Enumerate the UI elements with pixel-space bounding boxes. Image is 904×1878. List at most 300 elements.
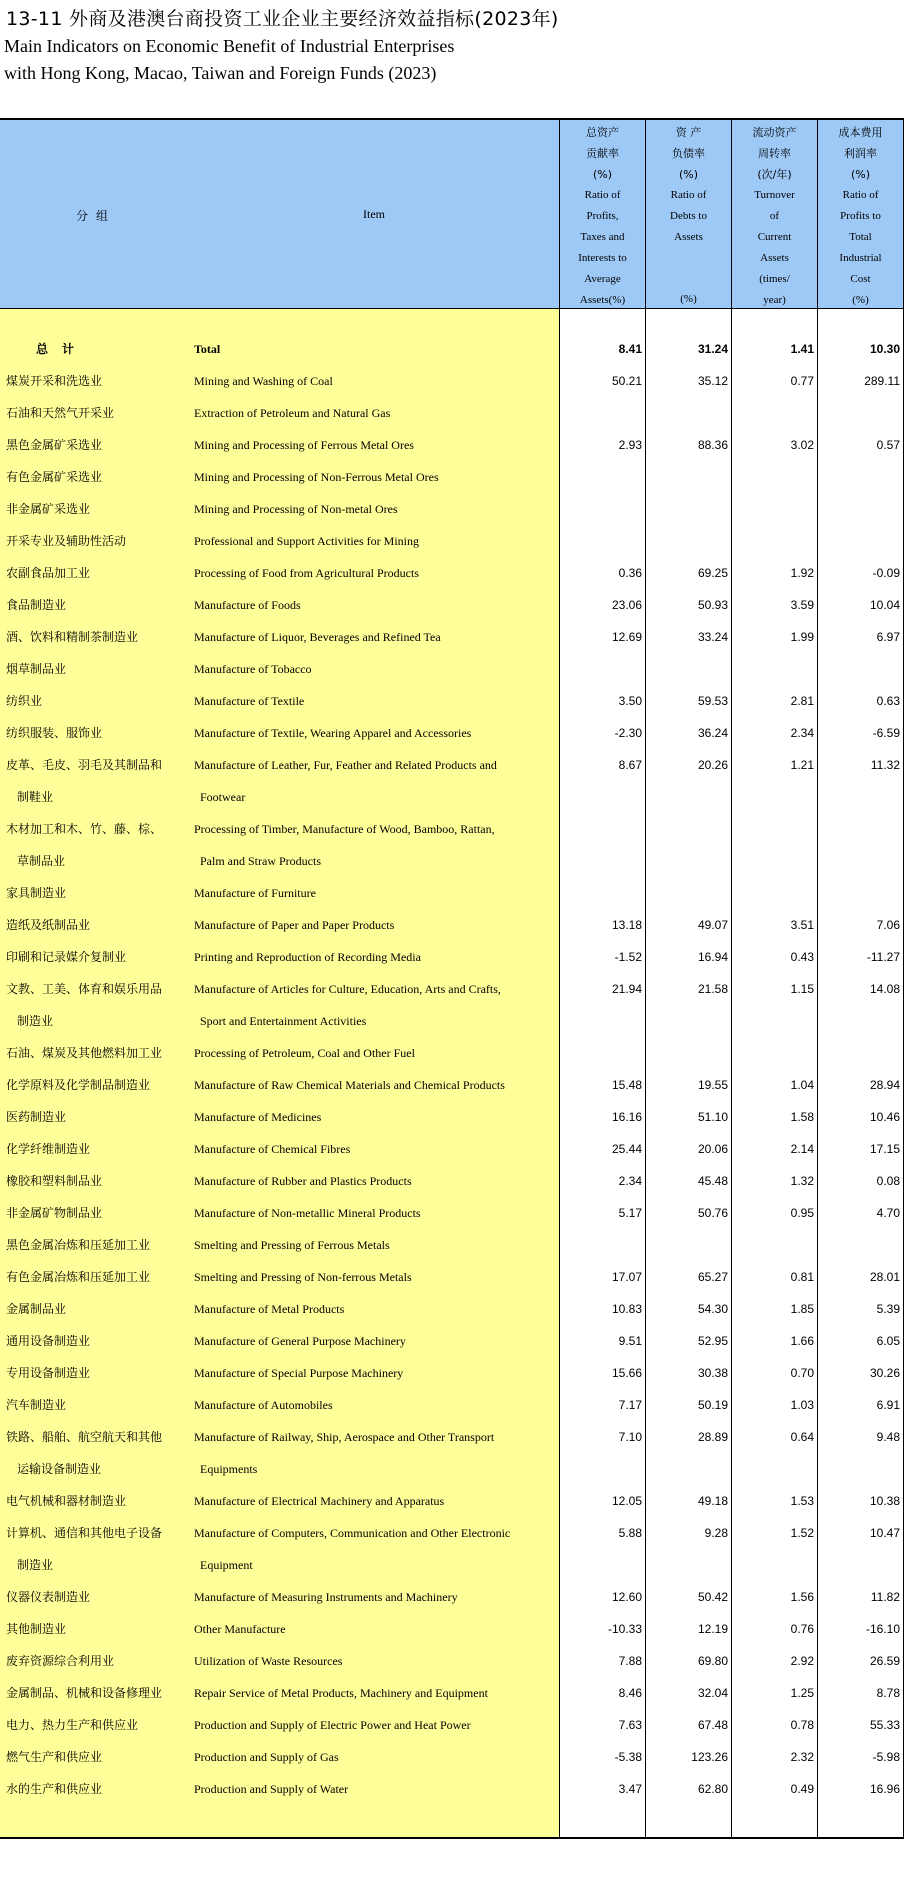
page-title-english-line1: Main Indicators on Economic Benefit of Industrial Enterprises xyxy=(4,36,455,56)
table-row xyxy=(0,1709,904,1741)
value-current-asset-turnover: 1.03 xyxy=(790,1398,814,1412)
value-current-asset-turnover: 0.95 xyxy=(790,1206,814,1220)
value-asset-contribution: 10.83 xyxy=(611,1302,642,1316)
header-column-1-line: 总资产 xyxy=(586,126,619,139)
header-column-4-line: Cost xyxy=(850,273,871,285)
table-row xyxy=(0,1389,904,1421)
header-group-cell xyxy=(0,120,188,308)
value-debt-ratio: 59.53 xyxy=(697,694,728,708)
row-item-label: Production and Supply of Electric Power and Heat Power xyxy=(194,1718,471,1732)
column-divider-2 xyxy=(731,120,732,1837)
row-item-label: Manufacture of Leather, Fur, Feather and Related Products and xyxy=(194,758,497,772)
value-asset-contribution: 7.63 xyxy=(618,1718,642,1732)
column-divider-item-values xyxy=(559,120,560,1837)
row-item-label: Mining and Processing of Non-metal Ores xyxy=(194,502,398,516)
value-cost-profit-ratio: 11.82 xyxy=(870,1590,900,1604)
table-row xyxy=(0,493,904,525)
table-row xyxy=(0,1197,904,1229)
table-row xyxy=(0,1357,904,1389)
table-bottom-rule xyxy=(0,1837,904,1839)
row-group-label: 电气机械和器材制造业 xyxy=(6,1494,127,1508)
row-item-label-continued: Footwear xyxy=(200,790,246,804)
value-cost-profit-ratio: 10.47 xyxy=(869,1526,900,1540)
value-debt-ratio: 50.42 xyxy=(697,1590,728,1604)
header-column-4-line: 利润率 xyxy=(844,147,877,160)
value-cost-profit-ratio: 4.70 xyxy=(876,1206,900,1220)
header-column-1 xyxy=(560,120,645,310)
table-row xyxy=(0,1101,904,1133)
row-group-label: 文教、工美、体育和娱乐用品 xyxy=(6,982,163,996)
value-current-asset-turnover: 1.21 xyxy=(790,758,814,772)
row-item-label: Manufacture of Articles for Culture, Education, Arts and Crafts, xyxy=(194,982,501,996)
row-group-label: 印刷和记录媒介复制业 xyxy=(6,950,127,964)
value-cost-profit-ratio: 10.46 xyxy=(869,1110,900,1124)
row-group-label: 燃气生产和供应业 xyxy=(6,1750,103,1764)
value-asset-contribution: 7.17 xyxy=(618,1398,642,1412)
value-current-asset-turnover: 3.02 xyxy=(790,438,814,452)
row-group-label: 皮革、毛皮、羽毛及其制品和 xyxy=(6,758,163,772)
value-asset-contribution: 50.21 xyxy=(611,374,642,388)
row-group-label: 专用设备制造业 xyxy=(6,1366,91,1380)
value-current-asset-turnover: 2.34 xyxy=(790,726,814,740)
header-column-2-line: Assets xyxy=(674,231,703,243)
row-group-label: 总计 xyxy=(36,342,89,356)
header-column-1-line: Average xyxy=(584,273,621,285)
row-group-label: 家具制造业 xyxy=(6,886,67,900)
value-debt-ratio: 20.26 xyxy=(697,758,728,772)
value-asset-contribution: 8.41 xyxy=(618,342,642,356)
row-group-label: 酒、饮料和精制茶制造业 xyxy=(6,630,139,644)
value-debt-ratio: 49.07 xyxy=(697,918,728,932)
table-row xyxy=(0,717,904,749)
value-asset-contribution: 9.51 xyxy=(618,1334,642,1348)
row-item-label: Manufacture of Measuring Instruments and Machinery xyxy=(194,1590,458,1604)
value-cost-profit-ratio: -11.27 xyxy=(866,950,900,964)
value-debt-ratio: 69.80 xyxy=(697,1654,728,1668)
value-debt-ratio: 16.94 xyxy=(697,950,728,964)
row-group-label: 食品制造业 xyxy=(6,598,67,612)
row-group-label: 铁路、船舶、航空航天和其他 xyxy=(6,1430,163,1444)
value-asset-contribution: 0.36 xyxy=(618,566,642,580)
row-group-label: 化学原料及化学制品制造业 xyxy=(6,1078,151,1092)
indicators-table xyxy=(0,118,904,1839)
value-cost-profit-ratio: 28.01 xyxy=(869,1270,900,1284)
value-asset-contribution: 21.94 xyxy=(611,982,642,996)
row-item-label: Mining and Washing of Coal xyxy=(194,374,333,388)
header-item-label: Item xyxy=(363,207,385,221)
value-cost-profit-ratio: 17.15 xyxy=(869,1142,900,1156)
row-group-label: 汽车制造业 xyxy=(6,1398,67,1412)
table-row-total xyxy=(0,333,904,365)
header-column-3-line: Assets xyxy=(760,252,789,264)
value-debt-ratio: 35.12 xyxy=(697,374,728,388)
value-current-asset-turnover: 3.59 xyxy=(790,598,814,612)
value-cost-profit-ratio: -6.59 xyxy=(872,726,900,740)
table-row xyxy=(0,1133,904,1165)
row-group-label: 废弃资源综合利用业 xyxy=(6,1654,115,1668)
table-row xyxy=(0,685,904,717)
table-row xyxy=(0,365,904,397)
row-item-label: Other Manufacture xyxy=(194,1622,286,1636)
header-column-4-line: Profits to xyxy=(840,210,881,222)
header-column-1-line: Ratio of xyxy=(584,189,621,201)
row-item-label: Repair Service of Metal Products, Machinery and Equipment xyxy=(194,1686,488,1700)
value-debt-ratio: 32.04 xyxy=(697,1686,728,1700)
header-column-2-line: Ratio of xyxy=(670,189,707,201)
value-asset-contribution: 12.69 xyxy=(611,630,642,644)
table-row xyxy=(0,941,904,973)
value-cost-profit-ratio: 6.97 xyxy=(876,630,900,644)
table-row xyxy=(0,589,904,621)
value-debt-ratio: 9.28 xyxy=(704,1526,728,1540)
table-row xyxy=(0,557,904,589)
row-item-label: Manufacture of Textile xyxy=(194,694,305,708)
header-column-1-line: (%) xyxy=(592,168,613,181)
value-cost-profit-ratio: 10.04 xyxy=(869,598,900,612)
row-group-label: 仪器仪表制造业 xyxy=(6,1590,91,1604)
table-row xyxy=(0,1165,904,1197)
value-asset-contribution: 16.16 xyxy=(611,1110,642,1124)
row-group-label-continued: 制造业 xyxy=(17,1014,54,1028)
row-group-label: 医药制造业 xyxy=(6,1110,67,1124)
table-header xyxy=(0,120,904,308)
value-asset-contribution: 15.48 xyxy=(611,1078,642,1092)
row-item-label-continued: Palm and Straw Products xyxy=(200,854,321,868)
value-current-asset-turnover: 1.52 xyxy=(790,1526,814,1540)
value-debt-ratio: 31.24 xyxy=(697,342,728,356)
row-item-label: Smelting and Pressing of Ferrous Metals xyxy=(194,1238,390,1252)
row-item-label: Processing of Timber, Manufacture of Wood, Bamboo, Rattan, xyxy=(194,822,495,836)
row-group-label: 纺织服装、服饰业 xyxy=(6,726,103,740)
value-debt-ratio: 69.25 xyxy=(697,566,728,580)
value-current-asset-turnover: 0.77 xyxy=(790,374,814,388)
header-column-2-line: 负债率 xyxy=(672,147,705,160)
value-debt-ratio: 123.26 xyxy=(691,1750,728,1764)
row-group-label-continued: 制造业 xyxy=(17,1558,54,1572)
row-item-label: Mining and Processing of Ferrous Metal Ores xyxy=(194,438,414,452)
value-cost-profit-ratio: 9.48 xyxy=(876,1430,900,1444)
row-group-label: 通用设备制造业 xyxy=(6,1334,91,1348)
value-current-asset-turnover: 0.76 xyxy=(790,1622,814,1636)
row-item-label: Processing of Food from Agricultural Products xyxy=(194,566,419,580)
row-group-label: 开采专业及辅助性活动 xyxy=(6,534,127,548)
row-item-label: Smelting and Pressing of Non-ferrous Metals xyxy=(194,1270,412,1284)
row-group-label: 黑色金属冶炼和压延加工业 xyxy=(6,1238,151,1252)
row-group-label: 煤炭开采和洗选业 xyxy=(6,374,103,388)
value-current-asset-turnover: 0.43 xyxy=(790,950,814,964)
header-column-4-line: (%) xyxy=(850,168,871,181)
row-group-label: 其他制造业 xyxy=(6,1622,67,1636)
row-group-label: 橡胶和塑料制品业 xyxy=(6,1174,103,1188)
row-group-label: 造纸及纸制品业 xyxy=(6,918,91,932)
value-cost-profit-ratio: 10.30 xyxy=(869,342,900,356)
header-column-3-line: Current xyxy=(757,231,792,243)
value-debt-ratio: 62.80 xyxy=(697,1782,728,1796)
header-item-cell xyxy=(188,120,559,308)
header-group-label: 分组 xyxy=(76,209,117,223)
table-row xyxy=(0,525,904,557)
header-column-4-line: (%) xyxy=(852,294,869,306)
row-group-label: 化学纤维制造业 xyxy=(6,1142,91,1156)
table-row xyxy=(0,1069,904,1101)
row-item-label: Total xyxy=(194,342,221,356)
value-cost-profit-ratio: 8.78 xyxy=(876,1686,900,1700)
row-item-label: Manufacture of Automobiles xyxy=(194,1398,333,1412)
value-debt-ratio: 28.89 xyxy=(697,1430,728,1444)
row-item-label: Printing and Reproduction of Recording Media xyxy=(194,950,421,964)
value-debt-ratio: 50.76 xyxy=(697,1206,728,1220)
table-row xyxy=(0,461,904,493)
value-asset-contribution: 25.44 xyxy=(611,1142,642,1156)
table-row xyxy=(0,813,904,868)
table-row xyxy=(0,1741,904,1773)
value-current-asset-turnover: 1.41 xyxy=(790,342,814,356)
header-column-3-line: year) xyxy=(763,294,786,306)
value-debt-ratio: 50.93 xyxy=(697,598,728,612)
header-column-3-line: (times/ xyxy=(759,273,790,285)
header-column-3-line: 周转率 xyxy=(758,147,791,160)
value-asset-contribution: -1.52 xyxy=(614,950,642,964)
row-item-label: Mining and Processing of Non-Ferrous Metal Ores xyxy=(194,470,439,484)
row-item-label: Manufacture of Raw Chemical Materials and Chemical Products xyxy=(194,1078,505,1092)
row-item-label: Manufacture of Rubber and Plastics Products xyxy=(194,1174,412,1188)
value-debt-ratio: 67.48 xyxy=(697,1718,728,1732)
value-cost-profit-ratio: 30.26 xyxy=(869,1366,900,1380)
row-group-label: 木材加工和木、竹、藤、棕、 xyxy=(6,822,163,836)
row-group-label: 农副食品加工业 xyxy=(6,566,91,580)
value-cost-profit-ratio: 0.57 xyxy=(876,438,900,452)
value-cost-profit-ratio: 7.06 xyxy=(876,918,900,932)
value-debt-ratio: 45.48 xyxy=(697,1174,728,1188)
value-debt-ratio: 19.55 xyxy=(697,1078,728,1092)
value-current-asset-turnover: 0.70 xyxy=(790,1366,814,1380)
row-item-label: Professional and Support Activities for Mining xyxy=(194,534,419,548)
value-debt-ratio: 49.18 xyxy=(697,1494,728,1508)
value-asset-contribution: 8.46 xyxy=(618,1686,642,1700)
row-group-label: 烟草制品业 xyxy=(6,662,67,676)
value-cost-profit-ratio: 10.38 xyxy=(869,1494,900,1508)
value-asset-contribution: -5.38 xyxy=(614,1750,642,1764)
row-group-label: 石油和天然气开采业 xyxy=(6,406,115,420)
row-item-label: Manufacture of Electrical Machinery and Apparatus xyxy=(194,1494,445,1508)
value-debt-ratio: 21.58 xyxy=(697,982,728,996)
row-item-label: Manufacture of Railway, Ship, Aerospace and Other Transport xyxy=(194,1430,495,1444)
header-column-2-line: 资 产 xyxy=(675,126,702,139)
value-current-asset-turnover: 2.32 xyxy=(790,1750,814,1764)
value-asset-contribution: 3.47 xyxy=(618,1782,642,1796)
value-debt-ratio: 65.27 xyxy=(697,1270,728,1284)
table-row xyxy=(0,653,904,685)
value-current-asset-turnover: 3.51 xyxy=(790,918,814,932)
header-column-1-line: Profits, xyxy=(586,210,619,222)
value-current-asset-turnover: 1.15 xyxy=(790,982,814,996)
value-cost-profit-ratio: 5.39 xyxy=(876,1302,900,1316)
value-current-asset-turnover: 1.99 xyxy=(790,630,814,644)
value-current-asset-turnover: 0.49 xyxy=(790,1782,814,1796)
table-row xyxy=(0,1229,904,1261)
row-group-label: 计算机、通信和其他电子设备 xyxy=(6,1526,163,1540)
row-item-label: Production and Supply of Gas xyxy=(194,1750,339,1764)
value-asset-contribution: 5.88 xyxy=(618,1526,642,1540)
table-row xyxy=(0,1037,904,1069)
value-debt-ratio: 30.38 xyxy=(697,1366,728,1380)
value-cost-profit-ratio: 14.08 xyxy=(869,982,900,996)
header-column-1-line: Interests to xyxy=(578,252,627,264)
value-current-asset-turnover: 1.85 xyxy=(790,1302,814,1316)
header-column-1-line: 贡献率 xyxy=(586,147,619,160)
value-current-asset-turnover: 1.04 xyxy=(790,1078,814,1092)
table-row xyxy=(0,1773,904,1805)
value-current-asset-turnover: 1.66 xyxy=(790,1334,814,1348)
row-group-label: 纺织业 xyxy=(6,694,43,708)
header-column-4-line: Total xyxy=(849,231,872,243)
table-row xyxy=(0,1485,904,1517)
table-row xyxy=(0,1645,904,1677)
table-row xyxy=(0,1325,904,1357)
header-column-3-line: Turnover xyxy=(754,189,795,201)
table-row xyxy=(0,1581,904,1613)
value-current-asset-turnover: 1.58 xyxy=(790,1110,814,1124)
row-item-label: Manufacture of Computers, Communication and Other Electronic xyxy=(194,1526,511,1540)
column-divider-3 xyxy=(817,120,818,1837)
table-row xyxy=(0,1613,904,1645)
value-debt-ratio: 88.36 xyxy=(697,438,728,452)
value-debt-ratio: 36.24 xyxy=(697,726,728,740)
header-column-2-line: Debts to xyxy=(670,210,707,222)
value-cost-profit-ratio: 11.32 xyxy=(870,758,900,772)
row-group-label-continued: 制鞋业 xyxy=(17,790,54,804)
row-item-label: Utilization of Waste Resources xyxy=(194,1654,343,1668)
value-asset-contribution: 2.34 xyxy=(618,1174,642,1188)
row-group-label: 非金属矿采选业 xyxy=(6,502,91,516)
row-item-label: Manufacture of General Purpose Machinery xyxy=(194,1334,406,1348)
row-group-label: 金属制品、机械和设备修理业 xyxy=(6,1686,163,1700)
value-asset-contribution: -2.30 xyxy=(614,726,642,740)
header-column-3-line: (次/年) xyxy=(757,168,792,181)
value-asset-contribution: 15.66 xyxy=(611,1366,642,1380)
row-item-label: Manufacture of Special Purpose Machinery xyxy=(194,1366,404,1380)
value-cost-profit-ratio: -16.10 xyxy=(865,1622,900,1636)
header-column-4 xyxy=(818,120,903,310)
value-current-asset-turnover: 0.78 xyxy=(790,1718,814,1732)
value-current-asset-turnover: 2.81 xyxy=(790,694,814,708)
value-debt-ratio: 52.95 xyxy=(697,1334,728,1348)
row-item-label: Manufacture of Textile, Wearing Apparel and Accessories xyxy=(194,726,472,740)
value-cost-profit-ratio: 55.33 xyxy=(869,1718,900,1732)
table-row xyxy=(0,1261,904,1293)
row-item-label-continued: Sport and Entertainment Activities xyxy=(200,1014,367,1028)
value-asset-contribution: 3.50 xyxy=(618,694,642,708)
value-debt-ratio: 51.10 xyxy=(697,1110,728,1124)
page-title-chinese: 13-11 外商及港澳台商投资工业企业主要经济效益指标(2023年) xyxy=(6,8,559,30)
table-row xyxy=(0,1677,904,1709)
value-cost-profit-ratio: 0.08 xyxy=(876,1174,900,1188)
value-debt-ratio: 50.19 xyxy=(697,1398,728,1412)
header-column-3-line: 流动资产 xyxy=(752,126,797,139)
table-row xyxy=(0,909,904,941)
value-current-asset-turnover: 1.53 xyxy=(790,1494,814,1508)
header-column-3 xyxy=(732,120,817,310)
row-group-label: 黑色金属矿采选业 xyxy=(6,438,103,452)
row-group-label: 非金属矿物制品业 xyxy=(6,1206,103,1220)
header-column-2 xyxy=(646,120,731,310)
value-asset-contribution: 7.88 xyxy=(618,1654,642,1668)
table-row xyxy=(0,973,904,1028)
value-current-asset-turnover: 0.81 xyxy=(790,1270,814,1284)
value-asset-contribution: 23.06 xyxy=(611,598,642,612)
value-asset-contribution: 2.93 xyxy=(618,438,642,452)
value-debt-ratio: 12.19 xyxy=(697,1622,728,1636)
table-row xyxy=(0,877,904,909)
row-item-label-continued: Equipments xyxy=(200,1462,258,1476)
header-column-2-line: (%) xyxy=(678,168,699,181)
value-debt-ratio: 54.30 xyxy=(697,1302,728,1316)
row-item-label: Manufacture of Chemical Fibres xyxy=(194,1142,351,1156)
table-row xyxy=(0,429,904,461)
header-column-4-line: Ratio of xyxy=(842,189,879,201)
value-cost-profit-ratio: -0.09 xyxy=(872,566,900,580)
value-current-asset-turnover: 1.25 xyxy=(790,1686,814,1700)
value-current-asset-turnover: 1.56 xyxy=(790,1590,814,1604)
value-asset-contribution: 12.05 xyxy=(611,1494,642,1508)
value-current-asset-turnover: 2.14 xyxy=(790,1142,814,1156)
row-item-label: Manufacture of Non-metallic Mineral Products xyxy=(194,1206,421,1220)
value-asset-contribution: 8.67 xyxy=(618,758,642,772)
row-group-label: 有色金属矿采选业 xyxy=(6,470,103,484)
value-debt-ratio: 20.06 xyxy=(697,1142,728,1156)
value-current-asset-turnover: 0.64 xyxy=(790,1430,814,1444)
value-asset-contribution: 17.07 xyxy=(611,1270,642,1284)
row-item-label: Extraction of Petroleum and Natural Gas xyxy=(194,406,391,420)
row-item-label: Manufacture of Tobacco xyxy=(194,662,312,676)
header-column-3-line: of xyxy=(769,210,780,222)
value-cost-profit-ratio: 16.96 xyxy=(869,1782,900,1796)
value-cost-profit-ratio: 289.11 xyxy=(864,374,900,388)
row-group-label: 金属制品业 xyxy=(6,1302,67,1316)
header-column-2-unit: (%) xyxy=(680,293,697,305)
row-item-label: Manufacture of Furniture xyxy=(194,886,316,900)
header-column-4-line: 成本费用 xyxy=(838,126,883,139)
table-row xyxy=(0,397,904,429)
table-row xyxy=(0,1517,904,1572)
row-group-label: 石油、煤炭及其他燃料加工业 xyxy=(6,1046,163,1060)
value-debt-ratio: 33.24 xyxy=(697,630,728,644)
value-cost-profit-ratio: 6.91 xyxy=(876,1398,900,1412)
value-cost-profit-ratio: 28.94 xyxy=(869,1078,900,1092)
page-title-english-line2: with Hong Kong, Macao, Taiwan and Foreign Funds (2023) xyxy=(4,63,437,83)
table-row xyxy=(0,749,904,804)
row-item-label: Manufacture of Foods xyxy=(194,598,301,612)
header-column-1-line: Taxes and xyxy=(580,231,625,243)
header-column-4-line: Industrial xyxy=(839,252,882,264)
header-column-1-line: Assets(%) xyxy=(579,294,626,306)
row-group-label-continued: 运输设备制造业 xyxy=(17,1462,102,1476)
row-item-label: Production and Supply of Water xyxy=(194,1782,349,1796)
value-asset-contribution: 12.60 xyxy=(611,1590,642,1604)
table-row xyxy=(0,1293,904,1325)
row-item-label: Manufacture of Medicines xyxy=(194,1110,322,1124)
value-asset-contribution: 7.10 xyxy=(618,1430,642,1444)
row-group-label-continued: 草制品业 xyxy=(17,854,66,868)
row-group-label: 水的生产和供应业 xyxy=(6,1782,103,1796)
table-row xyxy=(0,621,904,653)
value-current-asset-turnover: 1.92 xyxy=(790,566,814,580)
row-item-label: Processing of Petroleum, Coal and Other Fuel xyxy=(194,1046,415,1060)
value-asset-contribution: 5.17 xyxy=(618,1206,642,1220)
row-item-label: Manufacture of Paper and Paper Products xyxy=(194,918,395,932)
value-cost-profit-ratio: 0.63 xyxy=(876,694,900,708)
column-divider-1 xyxy=(645,120,646,1837)
